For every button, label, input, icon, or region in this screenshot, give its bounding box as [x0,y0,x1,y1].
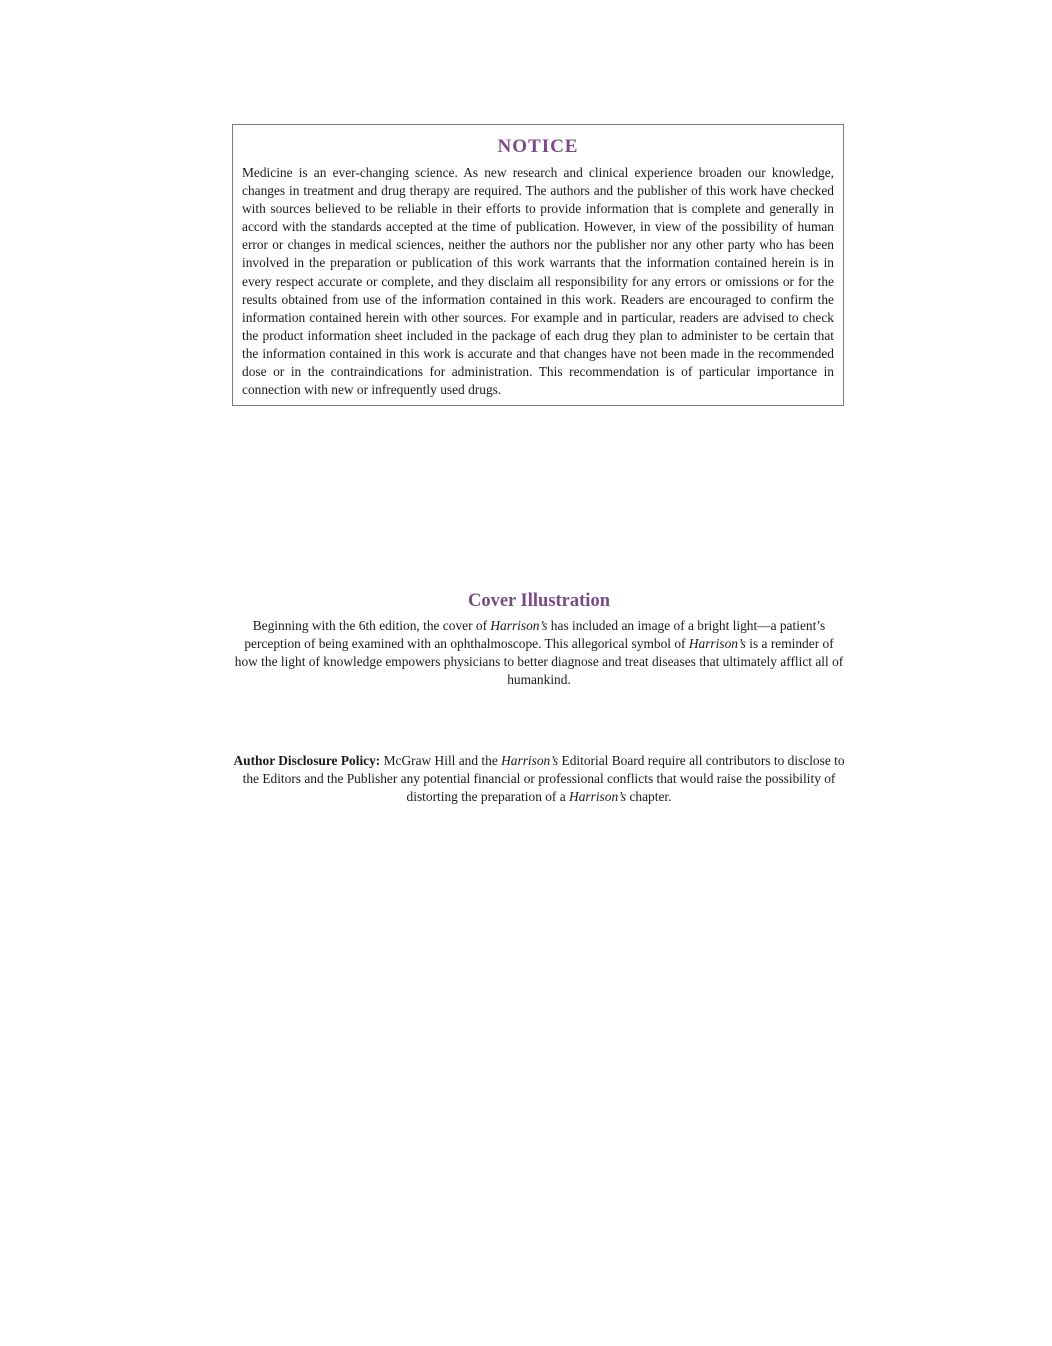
cover-text-2: has included an image of a bright light—a patient’s perception of being examined with an ophthalmoscope. This allegorical symbol of [244,618,826,652]
disclosure-italic-2: Harrison’s [569,789,627,805]
notice-body: Medicine is an ever-changing science. As new research and clinical experience broaden our knowledge, changes in treatment and drug therapy are required. The authors and the publisher of this work have checked with sources believed to be reliable in their efforts to provide information that is complete and generally in accord with the standards accepted at the time of publication. However, in view of the possibility of human error or changes in medical sciences, neither the authors nor the publisher nor any other party who has been involved in the preparation or publication of this work warrants that the information contained herein is in every respect accurate or complete, and they disclaim all responsibility for any errors or omissions or for the results obtained from use of the information contained in this work. Readers are encouraged to confirm the information contained herein with other sources. For example and in particular, readers are advised to check the product information sheet included in the package of each drug they plan to administer to be certain that the information contained in this work is accurate and that changes have not been made in the recommended dose or in the contraindications for administration. This recommendation is of particular importance in connection with new or infrequently used drugs. [242,165,834,398]
disclosure-text-2: Editorial Board require all contributors to disclose to the Editors and the Publisher any potential financial or professional conflicts that would raise the possibility of distorting the preparation of a [242,753,845,805]
disclosure-label: Author Disclosure Policy: [233,753,381,768]
cover-text-1: Beginning with the 6th edition, the cover of [252,618,491,633]
cover-illustration-section [232,589,846,689]
cover-italic-2: Harrison’s [688,636,746,652]
notice-title: NOTICE [497,136,579,157]
disclosure-text-1: McGraw Hill and the [380,753,502,768]
notice-box [232,124,844,406]
cover-illustration-body [232,617,846,689]
cover-illustration-title: Cover Illustration [467,591,610,611]
cover-italic-1: Harrison’s [490,618,548,633]
cover-text-3: is a reminder of how the light of knowledge empowers physicians to better diagnose and treat diseases that ultimately afflict all of humankind. [234,636,844,688]
disclosure-italic-1: Harrison’s [501,753,559,768]
disclosure-text-3: chapter. [626,789,672,805]
author-disclosure-policy [232,752,846,806]
